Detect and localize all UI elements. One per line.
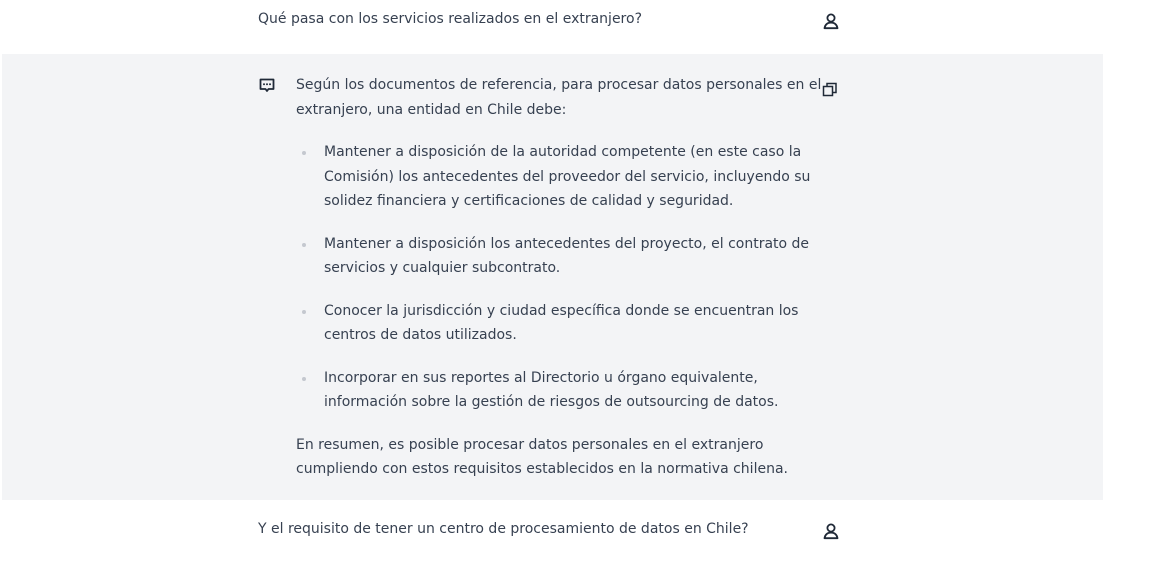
user-message-row: [0, 510, 1152, 552]
list-item-text: Incorporar en sus reportes al Directorio u órgano equivalente, información sobre la gestión de riesgos de outsourcing de datos.: [324, 369, 779, 410]
list-item-text: Mantener a disposición de la autoridad competente (en este caso la Comisión) los antecedentes del proveedor del servicio, incluyendo su solidez financiera y certificaciones de calidad y seguridad.: [324, 144, 811, 209]
user-message-text: Y el requisito de tener un centro de procesamiento de datos en Chile?: [258, 521, 749, 537]
assistant-intro: Según los documentos de referencia, para procesar datos personales en el extranjero, una entidad en Chile debe:: [296, 77, 822, 118]
bullet-dot: [302, 310, 306, 314]
user-message-row: [0, 0, 1152, 42]
requirements-list: [296, 140, 826, 415]
list-item: [296, 366, 826, 415]
bullet-dot: [302, 151, 306, 155]
assistant-message-content: [296, 73, 826, 482]
user-icon: [822, 522, 840, 540]
user-icon: [822, 12, 840, 30]
user-message-text: Qué pasa con los servicios realizados en el extranjero?: [258, 11, 642, 27]
list-item-text: Conocer la jurisdicción y ciudad específica donde se encuentran los centros de datos utilizados.: [324, 302, 799, 343]
list-item: [296, 140, 826, 214]
list-item: [296, 299, 826, 348]
assistant-summary: En resumen, es posible procesar datos personales en el extranjero cumpliendo con estos requisitos establecidos en la normativa chilena.: [296, 436, 788, 477]
list-item: [296, 232, 826, 281]
chat-bubble-icon: [258, 77, 276, 95]
assistant-message-block: [2, 54, 1103, 500]
bullet-dot: [302, 243, 306, 247]
list-item-text: Mantener a disposición los antecedentes del proyecto, el contrato de servicios y cualquier subcontrato.: [324, 235, 810, 276]
bullet-dot: [302, 377, 306, 381]
